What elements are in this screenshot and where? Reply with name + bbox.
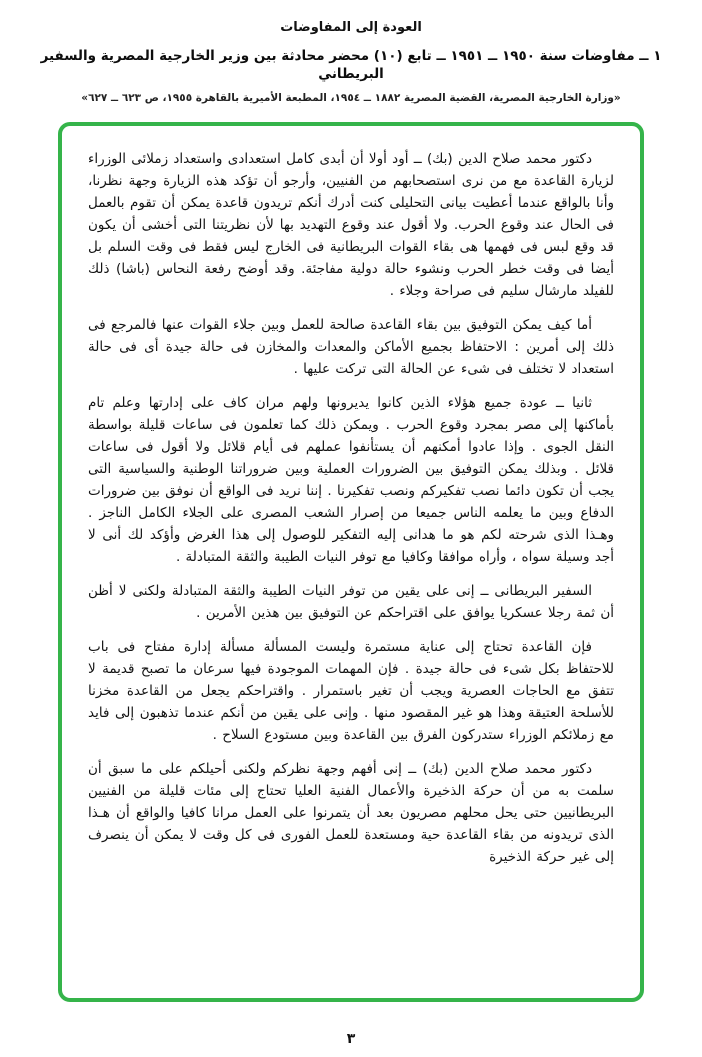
page-number: ٣	[346, 1031, 356, 1047]
body-paragraph: دكتور محمد صلاح الدين (بك) ــ أود أولا أن أبدى كامل استعدادى واستعداد زملائى الوزراء لزيارة القاعدة مع من نرى استصحابهم من الفنيين، وأرجو أن تؤكد هذه الزيارة وجهة نظرنا، وأنا بالواقع عندما أعطيت بيانى التحليلى كنت أدرك أنكم تريدون قاعدة يمكن أن تقوم بالعمل فى الحال عند وقوع الحرب. ولا أقول عند وقوع التهديد بها لأن نظريتنا التى أخشى أن يكون قد وقع لبس فى فهمها هى بقاء القوات البريطانية فى الخارج ليس فقط فى وقت السلم بل أيضا فى وقت خطر الحرب ونشوء حالة دولية مفاجئة. وقد أوضح رفعة النحاس (باشا) ذلك للفيلد مارشال سليم فى صراحة وجلاء .	[88, 151, 614, 300]
body-paragraph: ثانيا ــ عودة جميع هؤلاء الذين كانوا يديرونها ولهم مران كاف على إدارتها وعلم تام بأماكنها إلى مصر بمجرد وقوع الحرب . ويمكن ذلك كما تعلمون فى ساعات قليلة بواسطة النقل الجوى . وإذا عادوا أمكنهم أن يستأنفوا عملهم فى أيام قلائل ولا أقول فى ساعات قلائل . وبذلك يمكن التوفيق بين الضرورات العملية وبين ضروراتنا الوطنية والسياسية التى يجب أن تكون دائما نصب تفكيركم ونصب تفكيرنا . إننا نريد فى الواقع أن نوفق بين ضرورات الدفاع وبين ما يعلمه الناس جميعا من إصرار الشعب المصرى على الجلاء الكامل الناجز . وهـذا الذى شرحته لكم هو ما هدانى إليه التفكير للوصول إلى هذا الغرض وأؤكد لك أنى لا أجد وسيلة سواه ، وأراه موافقا وكافيا مع توفر النيات الطيبة والثقة المتبادلة .	[88, 395, 614, 566]
highlighted-content-box	[58, 122, 644, 1002]
source-citation: «وزارة الخارجية المصرية، القضية المصرية ١٨٨٢ ــ ١٩٥٤، المطبعة الأميرية بالقاهرة ١٩٥٥، ص ٦٢٣ ــ ٦٢٧»	[81, 92, 621, 105]
body-paragraph: السفير البريطانى ــ إنى على يقين من توفر النيات الطيبة والثقة المتبادلة ولكنى لا أظن أن ثمة رجلا عسكريا يوافق على اقتراحكم عن التوفيق بين هذين الأمرين .	[88, 583, 614, 622]
document-header	[0, 20, 702, 104]
body-paragraph: أما كيف يمكن التوفيق بين بقاء القاعدة صالحة للعمل وبين جلاء القوات عنها فالمرجع فى ذلك إلى أمرين : الاحتفاظ بجميع الأماكن والمعدات والمخازن فى حالة جيدة أى فى حالة استعداد لا تختلف فى شىء عن الحالة التى تركت عليها .	[88, 317, 614, 378]
body-paragraph: فإن القاعدة تحتاج إلى عناية مستمرة وليست المسألة مسألة إدارة مفتاح فى باب للاحتفاظ بكل شىء فى حالة جيدة . فإن المهمات الموجودة فيها سرعان ما تصبح قديمة لا تتفق مع الحاجات العصرية ويجب أن تغير باستمرار . واقتراحكم يجعل من القاعدة مخزنا للأسلحة العتيقة وهذا هو غير المقصود منها . وإنى على يقين من أنكم عندما تذهبون إلى فايد مع زملائكم الوزراء ستدركون الفرق بين القاعدة وبين مستودع السلاح .	[88, 639, 614, 744]
document-title: ١ ــ مفاوضات سنة ١٩٥٠ ــ ١٩٥١ ــ تابع (١٠) محضر محادثة بين وزير الخارجية المصرية والسفير البريطاني	[40, 48, 662, 83]
body-paragraph: دكتور محمد صلاح الدين (بك) ــ إنى أفهم وجهة نظركم ولكنى أحيلكم على ما سبق أن سلمت به من أن حركة الذخيرة والأعمال الفنية العليا تحتاج إلى مئات قليلة من الفنيين البريطانيين حتى يحل محلهم مصريون بعد أن يتمرنوا على العمل مرانا كافيا والواقع أن هـذا الذى تريدونه من بقاء القاعدة حية ومستعدة للعمل الفورى فى كل وقت لا يمكن أن ينصرف إلى غير حركة الذخيرة	[88, 761, 614, 866]
back-to-negotiations-link[interactable]: العودة إلى المفاوضات	[280, 20, 422, 35]
